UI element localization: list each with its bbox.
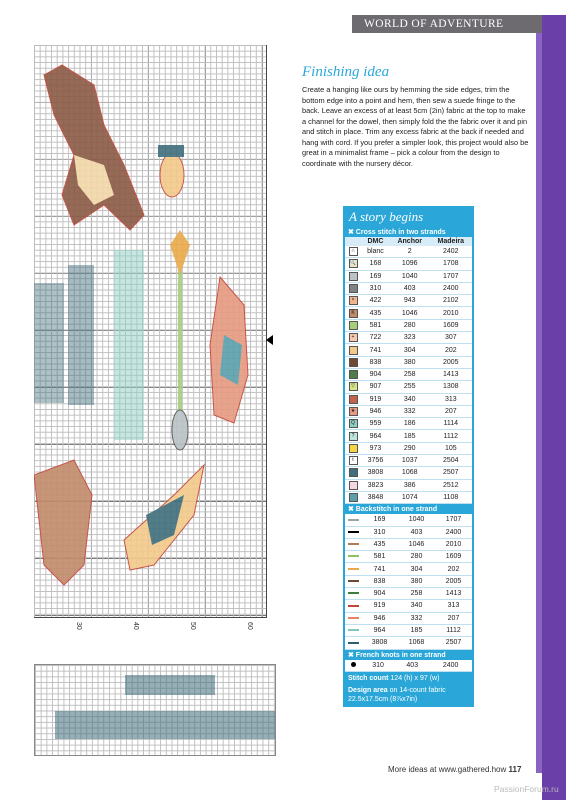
symbol-cell <box>345 307 361 319</box>
symbol-cell <box>345 393 361 405</box>
swatch: 🔍 <box>349 260 357 267</box>
chart-center-arrow-icon <box>266 335 273 345</box>
table-row <box>345 307 472 319</box>
table-row <box>345 600 472 612</box>
swatch <box>349 346 358 355</box>
line-cell <box>345 538 361 550</box>
french-knot-icon <box>351 662 356 667</box>
symbol-cell <box>345 381 361 393</box>
anchor-cell: 185 <box>390 430 430 442</box>
line-swatch <box>348 605 359 607</box>
table-row <box>345 258 472 270</box>
dmc-cell: 904 <box>361 368 390 380</box>
table-row <box>345 381 472 393</box>
table-row <box>345 467 472 479</box>
line-cell <box>345 551 361 563</box>
table-row <box>345 588 472 600</box>
madeira-cell: 2102 <box>430 295 472 307</box>
dmc-cell: 741 <box>361 563 398 575</box>
madeira-cell: 1114 <box>430 418 472 430</box>
anchor-cell: 2 <box>390 246 430 258</box>
symbol-cell <box>345 430 361 442</box>
anchor-cell: 1037 <box>390 455 430 467</box>
symbol-cell <box>345 491 361 503</box>
table-row <box>345 491 472 503</box>
swatch: ★ <box>349 407 358 416</box>
dmc-cell: 422 <box>361 295 390 307</box>
dmc-cell: 169 <box>361 514 398 526</box>
swatch <box>349 468 358 477</box>
table-row <box>345 538 472 550</box>
madeira-cell: 2005 <box>430 356 472 368</box>
section-header <box>352 15 542 33</box>
anchor-cell: 1068 <box>398 637 435 649</box>
table-header-row <box>345 237 472 246</box>
madeira-cell: 1707 <box>430 270 472 282</box>
anchor-cell: 185 <box>398 624 435 636</box>
anchor-cell: 290 <box>390 442 430 454</box>
dmc-cell: 581 <box>361 319 390 331</box>
table-row <box>345 563 472 575</box>
line-cell <box>345 514 361 526</box>
dmc-cell: 310 <box>361 282 390 294</box>
page-number: 117 <box>508 765 522 774</box>
swatch <box>349 481 358 490</box>
anchor-cell: 1068 <box>390 467 430 479</box>
design-area: Design area on 14-count fabric 22.5x17.5cm (8⅞x7in) <box>348 686 446 703</box>
acorn-motif-top <box>158 145 184 197</box>
swatch <box>349 493 358 502</box>
col-dmc: DMC <box>361 237 390 246</box>
anchor-cell: 380 <box>398 575 435 587</box>
dmc-cell: 168 <box>361 258 390 270</box>
madeira-cell: 1413 <box>430 368 472 380</box>
section-title: WORLD OF ADVENTURE <box>364 18 504 30</box>
dmc-cell: 435 <box>361 307 390 319</box>
swatch <box>349 321 358 330</box>
line-swatch <box>348 568 359 570</box>
swatch <box>349 272 358 281</box>
table-row <box>345 551 472 563</box>
feather-motif-right <box>210 277 248 423</box>
dmc-cell: 310 <box>361 660 395 672</box>
symbol-cell <box>345 405 361 417</box>
anchor-cell: 340 <box>398 600 435 612</box>
symbol-cell <box>345 319 361 331</box>
dmc-cell: 919 <box>361 600 398 612</box>
line-cell <box>345 600 361 612</box>
madeira-cell: 2400 <box>435 526 472 538</box>
dmc-cell: 310 <box>361 526 398 538</box>
col-madeira: Madeira <box>430 237 472 246</box>
anchor-cell: 255 <box>390 381 430 393</box>
dmc-cell: 3848 <box>361 491 390 503</box>
symbol-cell <box>345 467 361 479</box>
table-row <box>345 624 472 636</box>
line-swatch <box>348 580 359 582</box>
madeira-cell: 313 <box>430 393 472 405</box>
symbol-cell <box>345 344 361 356</box>
line-swatch <box>348 642 359 644</box>
symbol-cell <box>345 246 361 258</box>
swatch: ∩ <box>349 247 358 256</box>
lettering-chart <box>34 664 276 756</box>
dmc-cell: 722 <box>361 332 390 344</box>
madeira-cell: 105 <box>430 442 472 454</box>
key-title: A story begins <box>349 209 424 224</box>
madeira-cell: 1708 <box>430 258 472 270</box>
madeira-cell: 1609 <box>435 551 472 563</box>
line-cell <box>345 563 361 575</box>
anchor-cell: 403 <box>390 282 430 294</box>
anchor-cell: 280 <box>398 551 435 563</box>
table-row <box>345 575 472 587</box>
french-section-label: ✖ French knots in one strand <box>348 651 446 659</box>
swatch: t <box>349 456 358 465</box>
anchor-cell: 1046 <box>390 307 430 319</box>
footer-link-text: More ideas at www.gathered.how 117 <box>388 765 522 774</box>
lettering-motif <box>35 665 275 755</box>
anchor-cell: 403 <box>395 660 429 672</box>
tick-label-30: 30 <box>75 622 82 630</box>
line-swatch <box>348 629 359 631</box>
madeira-cell: 1413 <box>435 588 472 600</box>
madeira-cell: 2400 <box>429 660 472 672</box>
madeira-cell: 2010 <box>430 307 472 319</box>
table-row <box>345 612 472 624</box>
table-row <box>345 442 472 454</box>
madeira-cell: 2005 <box>435 575 472 587</box>
line-cell <box>345 575 361 587</box>
stitch-count: Stitch count 124 (h) x 97 (w) <box>348 674 440 682</box>
symbol-cell <box>345 418 361 430</box>
dmc-cell: blanc <box>361 246 390 258</box>
dmc-cell: 919 <box>361 393 390 405</box>
anchor-cell: 403 <box>398 526 435 538</box>
table-row <box>345 393 472 405</box>
swatch: ▽ <box>349 382 358 391</box>
madeira-cell: 2402 <box>430 246 472 258</box>
madeira-cell: 207 <box>430 405 472 417</box>
swatch: + <box>349 333 358 342</box>
madeira-cell: 307 <box>430 332 472 344</box>
line-swatch <box>348 531 359 533</box>
symbol-cell <box>345 270 361 282</box>
anchor-cell: 332 <box>398 612 435 624</box>
line-swatch <box>348 519 359 521</box>
line-cell <box>345 526 361 538</box>
dmc-cell: 838 <box>361 356 390 368</box>
madeira-cell: 2507 <box>435 637 472 649</box>
arrow-motif <box>170 230 190 450</box>
dmc-cell: 435 <box>361 538 398 550</box>
line-cell <box>345 624 361 636</box>
table-row <box>345 526 472 538</box>
line-cell <box>345 588 361 600</box>
line-cell <box>345 637 361 649</box>
dmc-cell: 973 <box>361 442 390 454</box>
madeira-cell: 202 <box>435 563 472 575</box>
line-cell <box>345 612 361 624</box>
dmc-cell: 946 <box>361 405 390 417</box>
symbol-cell <box>345 282 361 294</box>
madeira-cell: 313 <box>435 600 472 612</box>
french-knot-table <box>345 660 472 672</box>
anchor-cell: 1040 <box>390 270 430 282</box>
dmc-cell: 3823 <box>361 479 390 491</box>
symbol-cell <box>345 368 361 380</box>
table-row <box>345 368 472 380</box>
dmc-cell: 907 <box>361 381 390 393</box>
back-section-label: ✖ Backstitch in one strand <box>348 506 438 514</box>
madeira-cell: 1609 <box>430 319 472 331</box>
dmc-cell: 946 <box>361 612 398 624</box>
col-anchor: Anchor <box>390 237 430 246</box>
line-swatch <box>348 555 359 557</box>
fox-motif <box>44 65 144 230</box>
anchor-cell: 943 <box>390 295 430 307</box>
anchor-cell: 258 <box>398 588 435 600</box>
symbol-cell <box>345 332 361 344</box>
swatch <box>349 358 358 367</box>
anchor-cell: 280 <box>390 319 430 331</box>
finishing-body: Create a hanging like ours by hemming the side edges, trim the bottom edge into a point and hem, then sew a suede fringe to the back. Leave an excess of at least 5cm (2in) fabric at the top to make a channel for the dowel, then simply fold the the fabric over it and pin and stitch in place. Trim any excess fabric at the back if needed and hang with cord. If you prefer a simpler look, this project would also be great in a minimalist frame – pick a colour from the design to coordinate with the nursery décor. <box>302 85 529 168</box>
dmc-cell: 904 <box>361 588 398 600</box>
anchor-cell: 332 <box>390 405 430 417</box>
text-blocks <box>34 250 144 440</box>
cross-stitch-chart <box>34 45 267 618</box>
swatch: ? <box>349 432 358 441</box>
anchor-cell: 340 <box>390 393 430 405</box>
symbol-cell <box>345 455 361 467</box>
line-swatch <box>348 617 359 619</box>
dmc-cell: 581 <box>361 551 398 563</box>
tick-label-50: 50 <box>189 622 196 630</box>
table-row <box>345 295 472 307</box>
swatch: Q <box>349 419 358 428</box>
madeira-cell: 1112 <box>430 430 472 442</box>
table-row <box>345 660 472 672</box>
dmc-cell: 3808 <box>361 467 390 479</box>
table-row <box>345 418 472 430</box>
watermark: PassionForum.ru <box>494 784 559 794</box>
anchor-cell: 1074 <box>390 491 430 503</box>
dmc-cell: 741 <box>361 344 390 356</box>
side-tab <box>542 15 566 800</box>
madeira-cell: 1108 <box>430 491 472 503</box>
table-row <box>345 430 472 442</box>
swatch <box>349 284 358 293</box>
madeira-cell: 202 <box>430 344 472 356</box>
dmc-cell: 964 <box>361 430 390 442</box>
table-row <box>345 246 472 258</box>
line-swatch <box>348 543 359 545</box>
table-row <box>345 514 472 526</box>
dmc-cell: 838 <box>361 575 398 587</box>
madeira-cell: 2400 <box>430 282 472 294</box>
swatch <box>349 370 358 379</box>
anchor-cell: 186 <box>390 418 430 430</box>
table-row <box>345 270 472 282</box>
table-row <box>345 405 472 417</box>
madeira-cell: 1707 <box>435 514 472 526</box>
madeira-cell: 207 <box>435 612 472 624</box>
anchor-cell: 304 <box>390 344 430 356</box>
symbol-cell <box>345 295 361 307</box>
madeira-cell: 2010 <box>435 538 472 550</box>
tick-label-60: 60 <box>246 622 253 630</box>
swatch <box>349 444 358 453</box>
side-tab-inner <box>536 33 542 773</box>
line-swatch <box>348 592 359 594</box>
anchor-cell: 1040 <box>398 514 435 526</box>
dmc-cell: 3808 <box>361 637 398 649</box>
dmc-cell: 169 <box>361 270 390 282</box>
thread-key <box>343 206 474 707</box>
symbol-cell <box>345 258 361 270</box>
anchor-cell: 1046 <box>398 538 435 550</box>
anchor-cell: 1096 <box>390 258 430 270</box>
dmc-cell: 964 <box>361 624 398 636</box>
madeira-cell: 1112 <box>435 624 472 636</box>
swatch <box>349 395 358 404</box>
table-row <box>345 356 472 368</box>
madeira-cell: 2504 <box>430 455 472 467</box>
anchor-cell: 304 <box>398 563 435 575</box>
anchor-cell: 258 <box>390 368 430 380</box>
anchor-cell: 323 <box>390 332 430 344</box>
leaf-motif-bottom <box>34 460 204 585</box>
dmc-cell: 3756 <box>361 455 390 467</box>
table-row <box>345 319 472 331</box>
symbol-cell <box>345 442 361 454</box>
dot-cell <box>345 660 361 672</box>
table-row <box>345 344 472 356</box>
anchor-cell: 380 <box>390 356 430 368</box>
symbol-cell <box>345 356 361 368</box>
madeira-cell: 2512 <box>430 479 472 491</box>
table-row <box>345 332 472 344</box>
chart-motifs <box>34 45 266 617</box>
swatch: × <box>349 296 358 305</box>
table-row <box>345 637 472 649</box>
madeira-cell: 2507 <box>430 467 472 479</box>
anchor-cell: 386 <box>390 479 430 491</box>
cross-section-label: ✖ Cross stitch in two strands <box>348 229 446 236</box>
table-row <box>345 455 472 467</box>
cross-stitch-table <box>345 237 472 504</box>
table-row <box>345 479 472 491</box>
tick-label-40: 40 <box>132 622 139 630</box>
dmc-cell: 959 <box>361 418 390 430</box>
swatch: K <box>349 309 358 318</box>
symbol-cell <box>345 479 361 491</box>
madeira-cell: 1308 <box>430 381 472 393</box>
backstitch-table <box>345 514 472 649</box>
table-row <box>345 282 472 294</box>
finishing-title: Finishing idea <box>302 64 390 80</box>
